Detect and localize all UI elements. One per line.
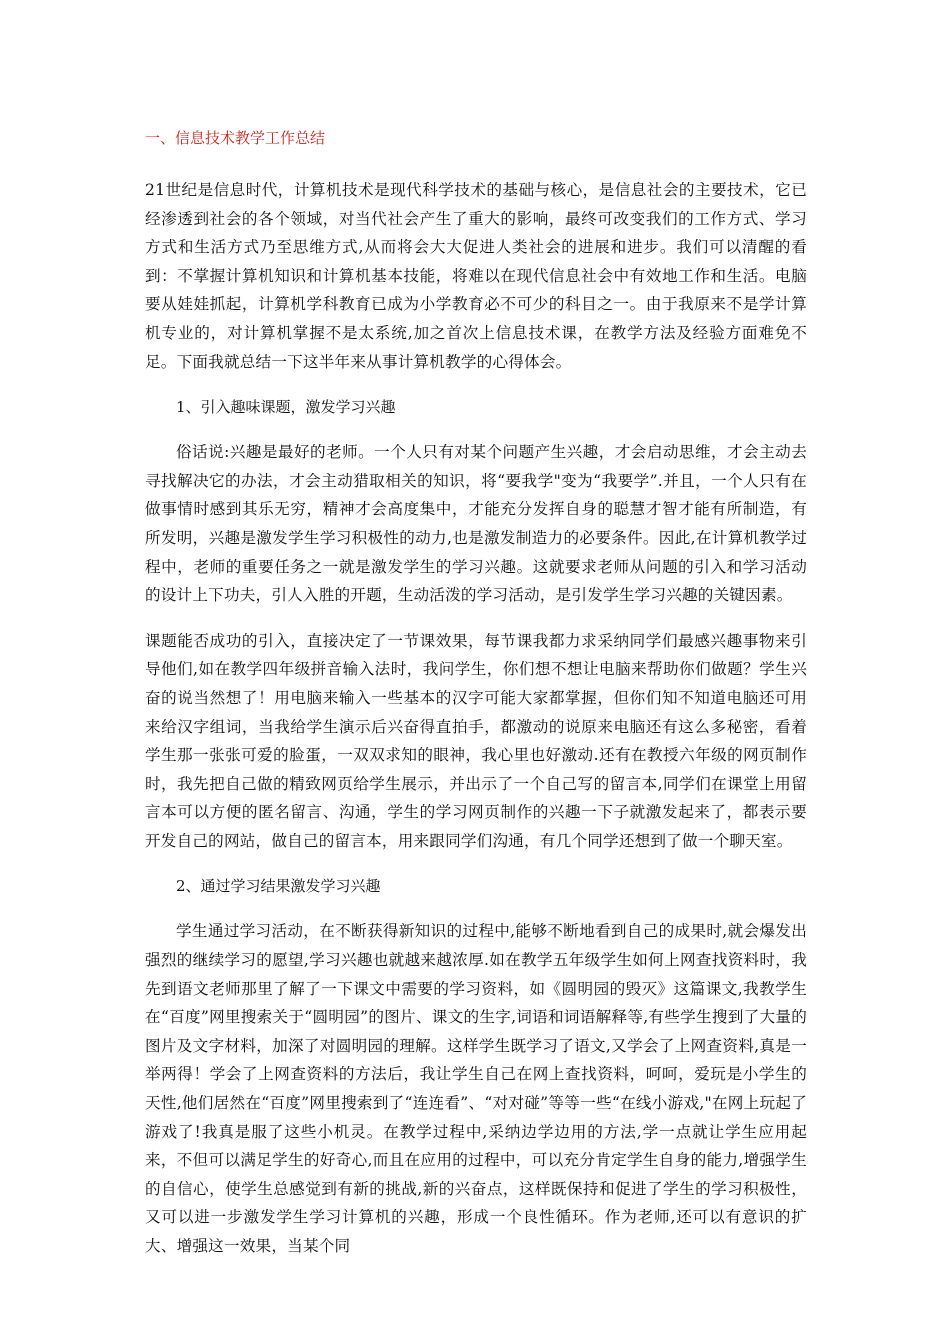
section-1-paragraph-1: 俗话说:兴趣是最好的老师。一个人只有对某个问题产生兴趣，才会启动思维，才会主动去寻找解决它的办法，才会主动猎取相关的知识，将“要我学"变为“我要学”.并且，一个人只有在做事情时感到其乐无穷，精神才会高度集中，才能充分发挥自身的聪慧才智才能有所制造，有所发明，兴趣是激发学生学习积极性的动力,也是激发制造力的必要条件。因此,在计算机教学过程中，老师的重要任务之一就是激发学生的学习兴趣。这就要求老师从问题的引入和学习活动的设计上下功夫，引人入胜的开题，生动活泼的学习活动，是引发学生学习兴趣的关键因素。 xyxy=(145,443,807,605)
section-2-paragraph-1: 学生通过学习活动，在不断获得新知识的过程中,能够不断地看到自己的成果时,就会爆发出强烈的继续学习的愿望,学习兴趣也就越来越浓厚.如在教学五年级学生如何上网查找资料时，我先到语文老师那里了解了一下课文中需要的学习资料，如《圆明园的毁灭》这篇课文,我教学生在“百度”网里搜索关于“圆明园”的图片、课文的生字,词语和词语解释等,有些学生搜到了大量的图片及文字材料，加深了对圆明园的理解。这样学生既学习了语文,又学会了上网查资料,真是一举两得！学会了上网查资料的方法后，我让学生自己在网上查找资料，呵呵，爱玩是小学生的天性,他们居然在“百度”网里搜索到了“连连看”、“对对碰”等等一些“在线小游戏,"在网上玩起了游戏了!我真是服了这些小机灵。在教学过程中,采纳边学边用的方法,学一点就让学生应用起来，不但可以满足学生的好奇心,而且在应用的过程中，可以充分肯定学生自身的能力,增强学生的自信心，使学生总感觉到有新的挑战,新的兴奋点，这样既保持和促进了学生的学习积极性，又可以进一步激发学生学习计算机的兴趣，形成一个良性循环。作为老师,还可以有意识的扩大、增强这一效果，当某个同 xyxy=(145,922,807,1255)
document-page xyxy=(145,126,807,1278)
section-2-heading: 2、通过学习结果激发学习兴趣 xyxy=(176,877,381,896)
intro-paragraph: 21世纪是信息时代，计算机技术是现代科学技术的基础与核心，是信息社会的主要技术，它已经渗透到社会的各个领域，对当代社会产生了重大的影响，最终可改变我们的工作方式、学习方式和生活方式乃至思维方式,从而将会大大促进人类社会的进展和进步。我们可以清醒的看到：不掌握计算机知识和计算机基本技能，将难以在现代信息社会中有效地工作和生活。电脑要从娃娃抓起，计算机学科教育已成为小学教育必不可少的科目之一。由于我原来不是学计算机专业的，对计算机掌握不是太系统,加之首次上信息技术课，在教学方法及经验方面难免不足。下面我就总结一下这半年来从事计算机教学的心得体会。 xyxy=(145,181,807,371)
section-1-heading: 1、引入趣味课题，激发学习兴趣 xyxy=(176,398,396,417)
document-title: 一、信息技术教学工作总结 xyxy=(145,129,326,147)
section-1-paragraph-2: 课题能否成功的引入，直接决定了一节课效果，每节课我都力求采纳同学们最感兴趣事物来引导他们,如在教学四年级拼音输入法时，我问学生，你们想不想让电脑来帮助你们做题？学生兴奋的说当然想了！用电脑来输入一些基本的汉字可能大家都掌握，但你们知不知道电脑还可用来给汉字组词，当我给学生演示后兴奋得直拍手，都激动的说原来电脑还有这么多秘密，看着学生那一张张可爱的脸蛋，一双双求知的眼神，我心里也好激动.还有在教授六年级的网页制作时，我先把自己做的精致网页给学生展示，并出示了一个自己写的留言本,同学们在课堂上用留言本可以方便的匿名留言、沟通，学生的学习网页制作的兴趣一下子就激发起来了，都表示要开发自己的网站，做自己的留言本，用来跟同学们沟通，有几个同学还想到了做一个聊天室。 xyxy=(145,631,807,850)
